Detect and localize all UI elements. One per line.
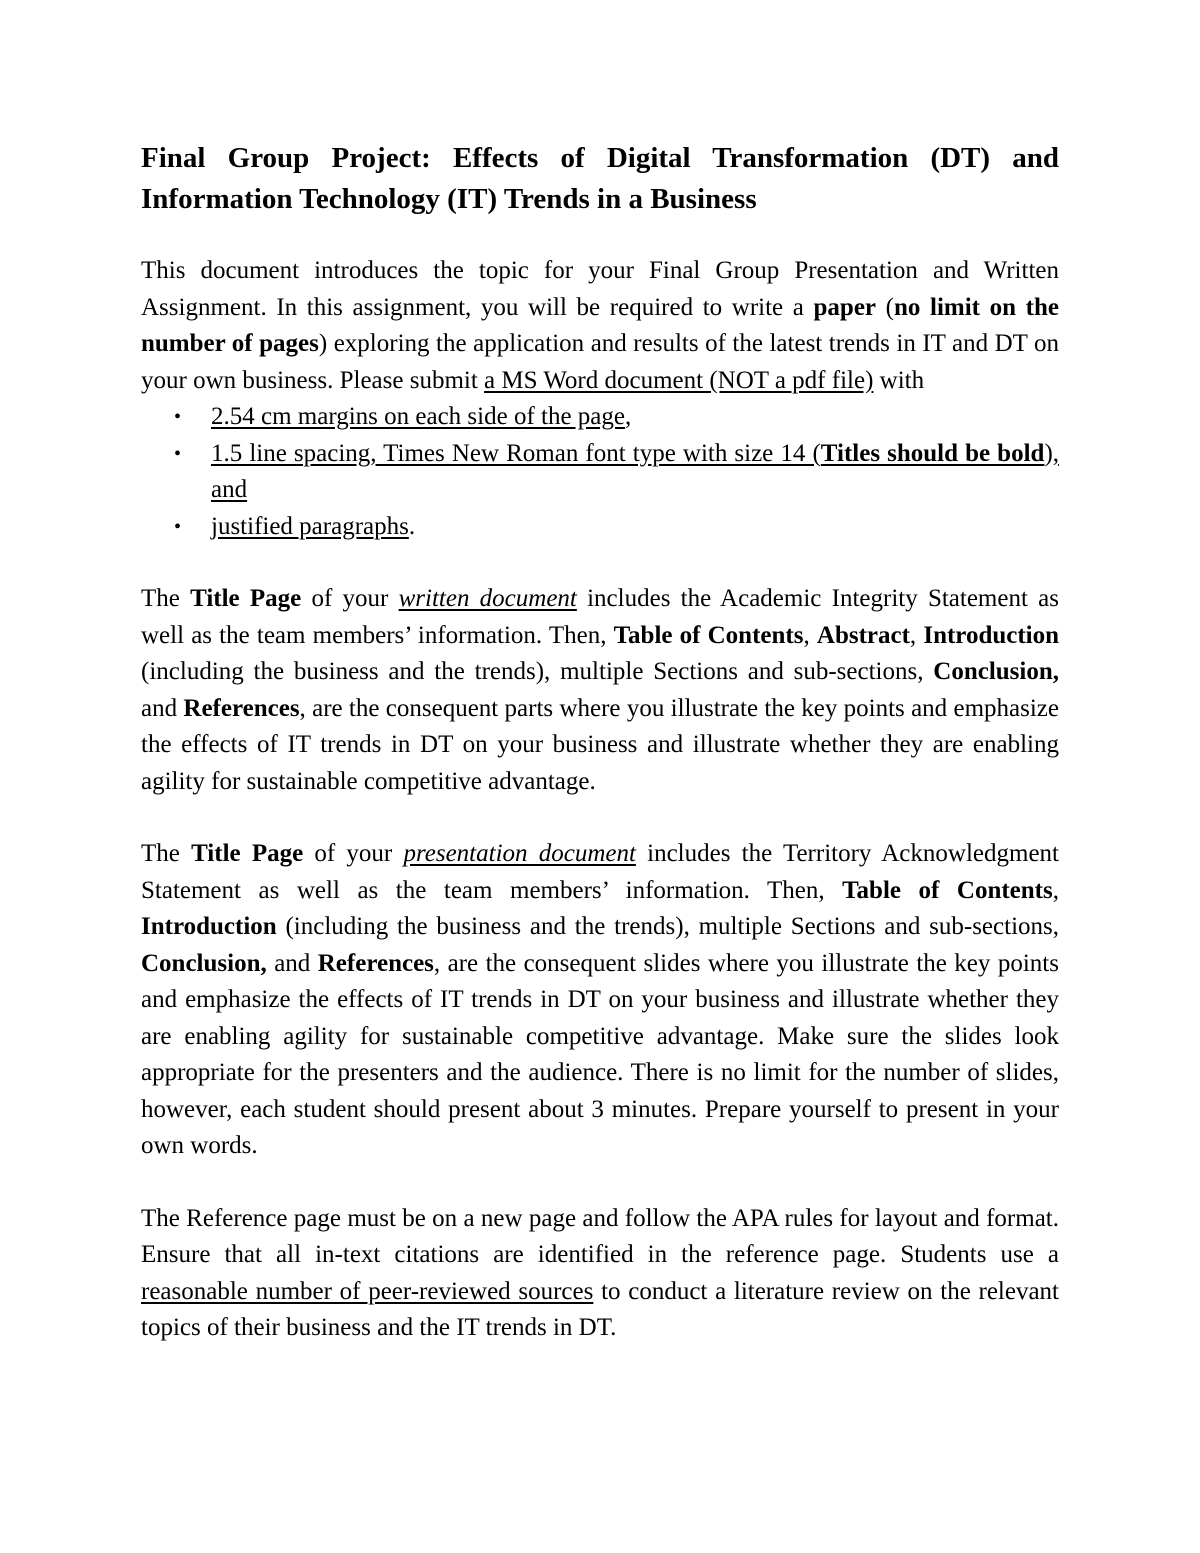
para-text: (including the business and the trends), multiple Sections and sub-sections, <box>141 658 934 685</box>
para-text: The Reference page must be on a new page and follow the APA rules for layout and format. Ensure that all in-text citations are identified in the reference page. Students use a <box>141 1204 1059 1268</box>
list-item-text: 2.54 cm margins on each side of the page <box>211 403 626 430</box>
para-text: includes the Academic Integrity Statement as well as the team members’ information. Then, <box>141 585 1059 649</box>
list-item-margins <box>141 399 1059 436</box>
bold-references: References <box>183 694 300 722</box>
bold-conclusion: Conclusion, <box>933 658 1059 685</box>
intro-paragraph <box>141 253 1059 399</box>
para-text: The <box>141 585 191 612</box>
underline-peer-reviewed-sources: reasonable number of peer-reviewed sources <box>141 1277 594 1305</box>
list-item-text: justified paragraphs <box>211 512 409 540</box>
para-text: includes the Territory Acknowledgment Statement as well as the team members’ information. Then, <box>141 840 1059 904</box>
bold-references: References <box>317 949 434 977</box>
bold-introduction: Introduction <box>141 913 277 940</box>
para-text: , <box>909 621 924 649</box>
para-text: , <box>803 621 817 649</box>
list-item-punct: , <box>625 403 632 430</box>
bold-abstract: Abstract <box>816 621 910 649</box>
para-text: to conduct a literature review on the relevant topics of their business and the IT trends in DT. <box>141 1277 1060 1341</box>
reference-paragraph <box>141 1201 1059 1347</box>
bullet-icon: • <box>174 515 182 538</box>
para-text: of your <box>301 585 399 612</box>
para-text: and <box>266 949 318 977</box>
italic-written-document: written document <box>398 585 577 612</box>
intro-text: This document introduces the topic for your Final Group Presentation and Written Assignment. In this assignment, you will be required to write a <box>141 257 1059 321</box>
intro-bold-paper: paper <box>813 293 877 321</box>
list-item-punct: . <box>408 512 416 540</box>
bullet-icon: • <box>174 406 182 428</box>
bold-table-of-contents: Table of Contents <box>842 876 1053 904</box>
para-text: (including the business and the trends), multiple Sections and sub-sections, <box>276 913 1059 940</box>
list-item-bold-text: Titles should be bold <box>820 439 1045 467</box>
bold-introduction: Introduction <box>923 621 1060 649</box>
list-item-text: 1.5 line spacing, Times New Roman font type with size 14 ( <box>211 439 821 467</box>
list-item-justified <box>141 509 1059 546</box>
bold-title-page: Title Page <box>190 585 302 612</box>
bold-conclusion: Conclusion, <box>141 949 267 977</box>
italic-presentation-document: presentation document <box>403 840 636 867</box>
para-text: , are the consequent slides where you illustrate the key points and emphasize the effects of IT trends in DT on your business and illustrate whether they are enabling agility for sustainable competitive advantage. Make sure the slides look appropriate for the presenters and the audience. There is no limit for the number of slides, however, each student should present about 3 minutes. Prepare yourself to present in your own words. <box>141 949 1059 1159</box>
list-item-text: ), and <box>211 439 1060 503</box>
bold-table-of-contents: Table of Contents <box>613 621 804 649</box>
requirements-list <box>141 399 1059 545</box>
list-item-spacing-font <box>141 436 1059 509</box>
intro-underline-word-doc: a MS Word document (NOT a pdf file) <box>484 366 874 394</box>
bullet-icon: • <box>174 442 182 465</box>
intro-text: with <box>873 366 925 394</box>
presentation-document-paragraph <box>141 836 1059 1165</box>
intro-text: ( <box>876 293 894 321</box>
written-document-paragraph <box>141 581 1059 800</box>
intro-text: ) exploring the application and results of the latest trends in IT and DT on your own business. Please submit <box>141 330 1059 394</box>
para-text: of your <box>303 840 404 867</box>
intro-bold-no-limit: no limit on the number of pages <box>141 293 1059 357</box>
bold-title-page: Title Page <box>191 840 304 867</box>
document-page <box>141 138 1059 1347</box>
para-text: and <box>141 694 184 722</box>
para-text: , <box>1052 876 1059 904</box>
document-title: Final Group Project: Effects of Digital Transformation (DT) and Information Technology (IT) Trends in a Business <box>141 142 1059 215</box>
para-text: The <box>141 840 192 867</box>
para-text: , are the consequent parts where you illustrate the key points and emphasize the effects of IT trends in DT on your business and illustrate whether they are enabling agility for sustainable competitive advantage. <box>141 694 1059 795</box>
